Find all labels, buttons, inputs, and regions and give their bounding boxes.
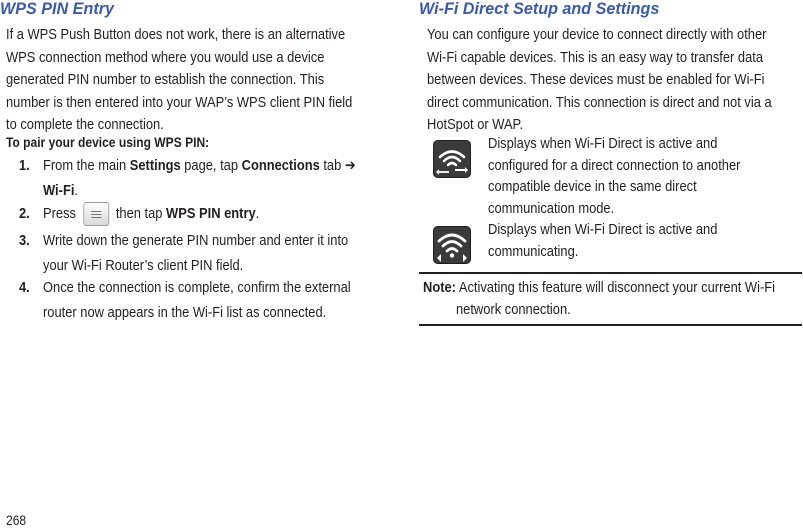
step-number: 1. bbox=[19, 157, 30, 174]
procedure-subheading: To pair your device using WPS PIN: bbox=[6, 134, 210, 150]
note-text: Activating this feature will disconnect your current Wi-Fi bbox=[458, 279, 776, 296]
text-line: between devices. These devices must be enabled for Wi-Fi bbox=[427, 71, 765, 88]
note-bottom-rule bbox=[419, 324, 802, 326]
note-top-rule bbox=[419, 272, 802, 274]
text-line: Wi-Fi capable devices. This is an easy way to transfer data bbox=[427, 48, 764, 66]
wps-intro-paragraph bbox=[6, 24, 409, 137]
wifi-direct-intro-paragraph bbox=[427, 24, 803, 137]
text-line: WPS connection method where you would use a device bbox=[6, 48, 325, 66]
connections-tab-label: Connections bbox=[241, 157, 320, 174]
text-line: direct communication. This connection is direct and not via a bbox=[427, 93, 772, 111]
note-label: Note: bbox=[423, 279, 456, 296]
menu-key-icon bbox=[83, 202, 109, 226]
wifi-direct-communicating-description: Displays when Wi-Fi Direct is active and communicating. bbox=[488, 221, 718, 260]
wifi-direct-active-description: Displays when Wi-Fi Direct is active and configured for a direct connection to another compatible device in the same direct communication mode. bbox=[488, 135, 741, 217]
step-number: 3. bbox=[19, 232, 30, 249]
section-title-wifi-direct: Wi-Fi Direct Setup and Settings bbox=[419, 0, 660, 18]
note-block: Note: Activating this feature will disconnect your current Wi-Fi network connection. bbox=[423, 279, 776, 318]
text-line: to complete the connection. bbox=[6, 116, 164, 133]
settings-label: Settings bbox=[129, 157, 181, 174]
wifi-direct-active-icon bbox=[433, 140, 471, 178]
text-line: If a WPS Push Button does not work, there is an alternative bbox=[6, 26, 346, 43]
wifi-direct-communicating-icon bbox=[433, 226, 471, 264]
step-number: 2. bbox=[19, 205, 30, 222]
wifi-label: Wi-Fi bbox=[43, 182, 75, 199]
page-number: 268 bbox=[6, 512, 27, 528]
text-line: HotSpot or WAP. bbox=[427, 116, 524, 133]
text-line: number is then entered into your WAP’s WPS client PIN field bbox=[6, 93, 353, 111]
section-title-wps-pin: WPS PIN Entry bbox=[0, 0, 114, 18]
wps-pin-entry-label: WPS PIN entry bbox=[166, 205, 256, 222]
text-line: You can configure your device to connect directly with other bbox=[427, 26, 767, 43]
step-number: 4. bbox=[19, 279, 30, 296]
text-line: generated PIN number to establish the connection. This bbox=[6, 71, 325, 88]
